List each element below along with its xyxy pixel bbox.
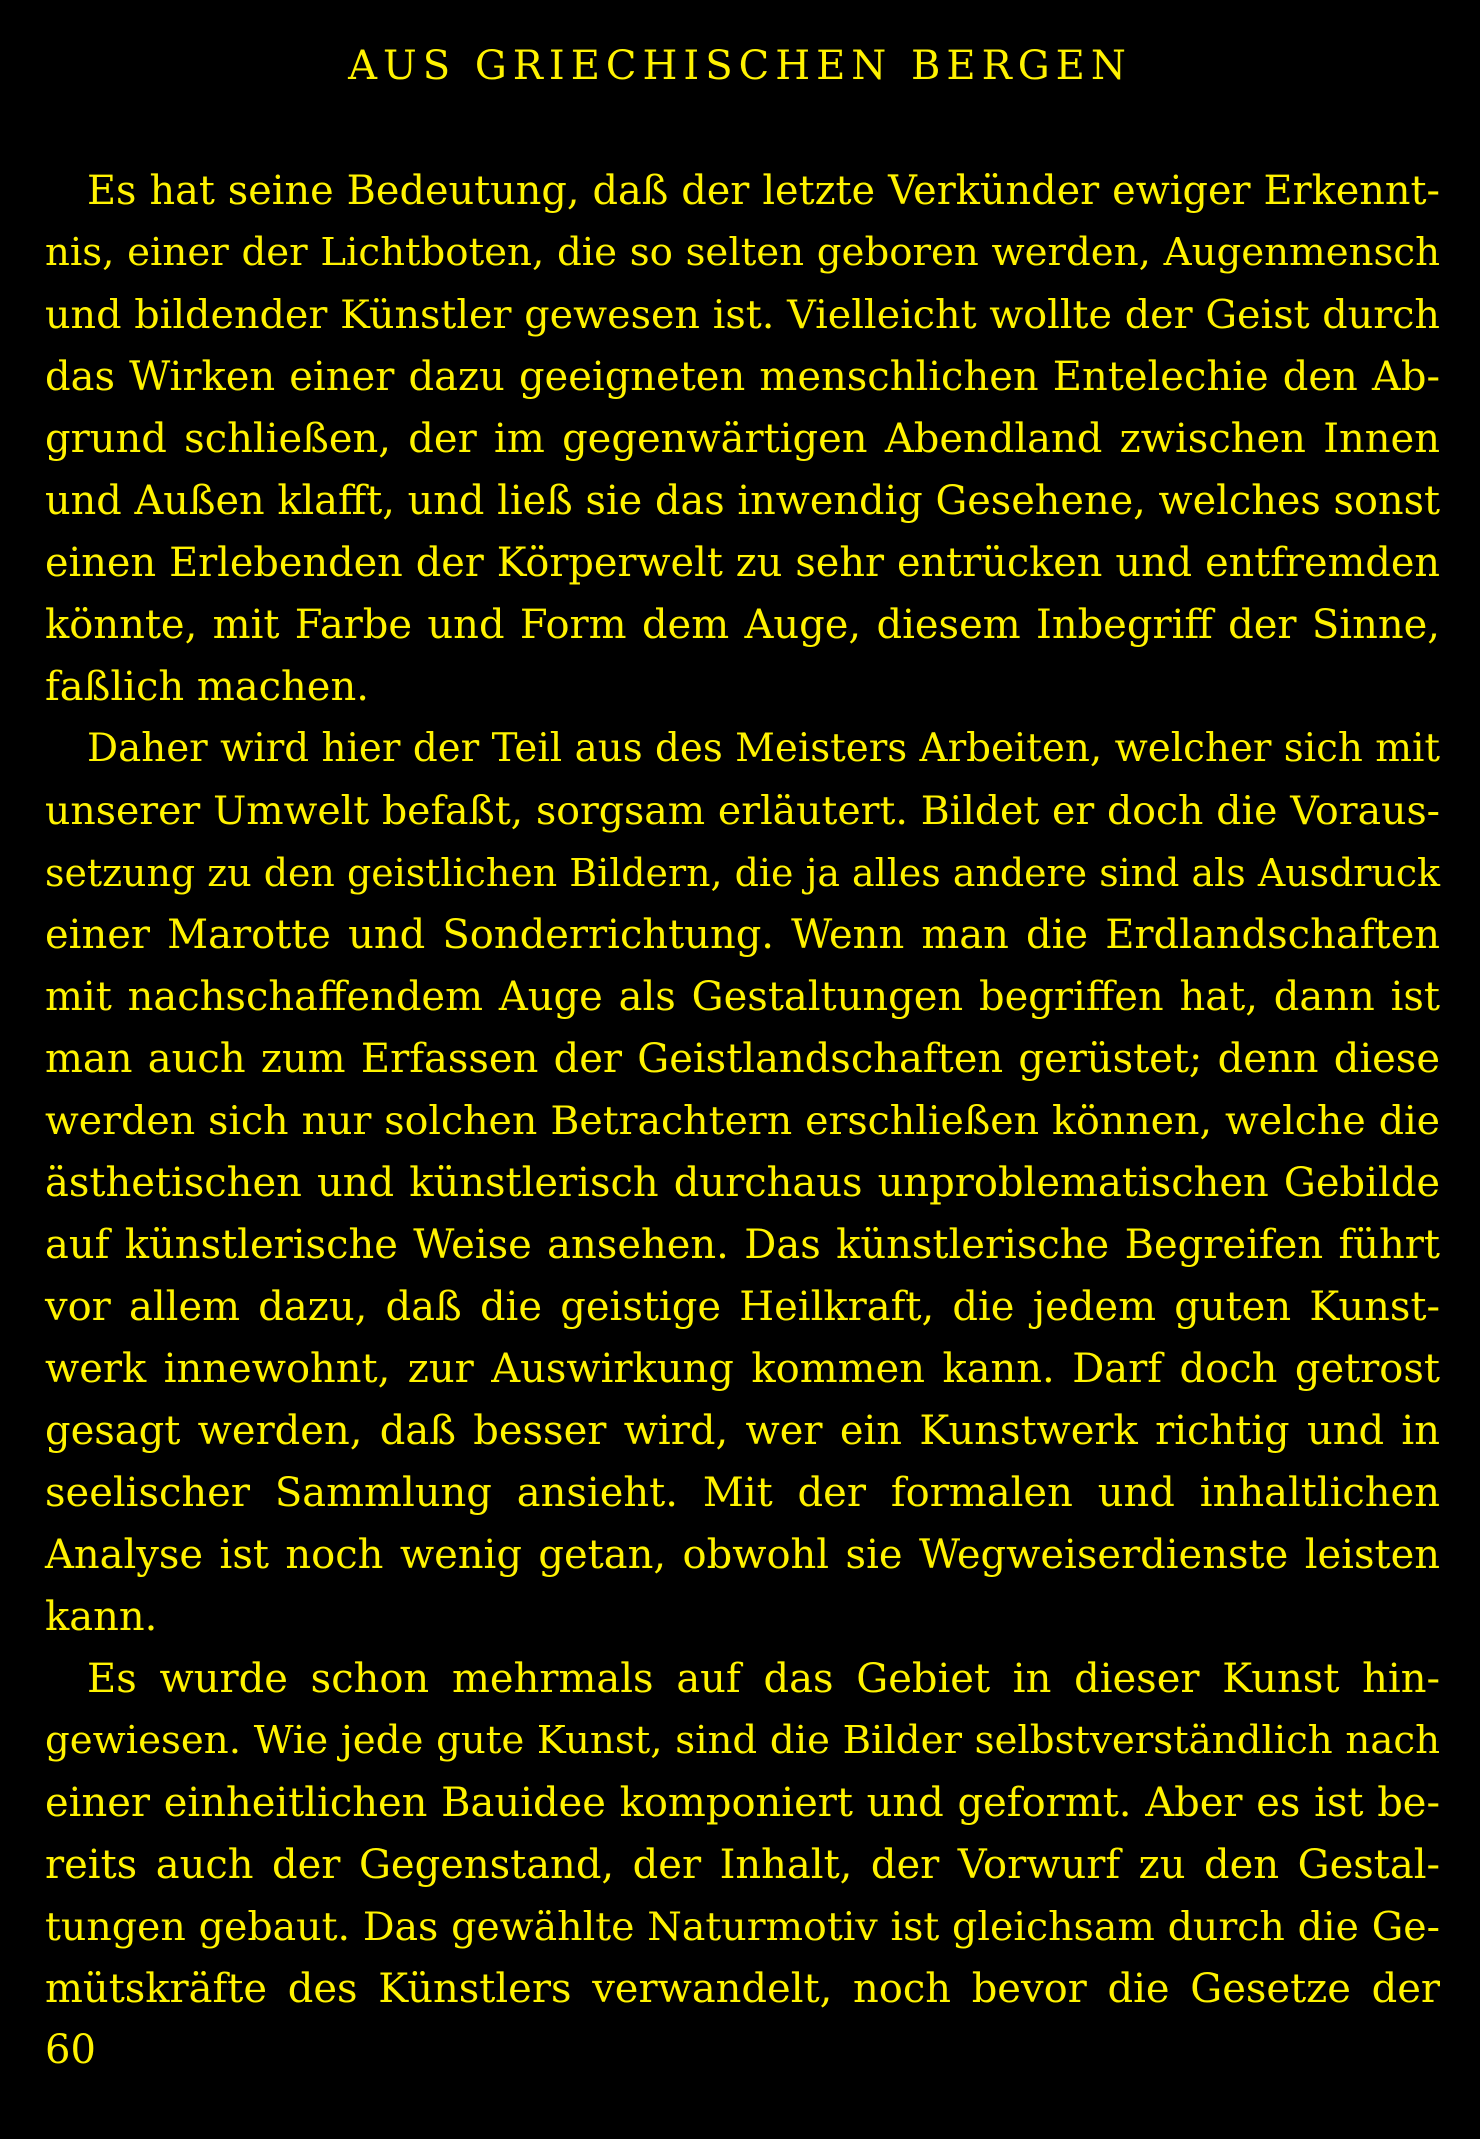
text-line: mütskräfte des Künstlers verwandelt, noch bevor die Gesetze der bbox=[45, 1966, 1440, 2012]
text-line: und bildender Künstler gewesen ist. Vielleicht wollte der Geist durch bbox=[45, 292, 1440, 338]
text-line: mit nachschaffendem Auge als Gestaltungen begriffen hat, dann ist bbox=[45, 974, 1440, 1020]
text-line: tungen gebaut. Das gewählte Naturmotiv ist gleichsam durch die Ge- bbox=[45, 1904, 1440, 1950]
text-line: Es wurde schon mehrmals auf das Gebiet in dieser Kunst hin- bbox=[87, 1656, 1440, 1702]
text-line: einen Erlebenden der Körperwelt zu sehr entrücken und entfremden bbox=[45, 540, 1440, 586]
text-line: Analyse ist noch wenig getan, obwohl sie Wegweiserdienste leisten bbox=[45, 1532, 1440, 1578]
text-line: reits auch der Gegenstand, der Inhalt, der Vorwurf zu den Gestal- bbox=[45, 1842, 1440, 1888]
text-line: werden sich nur solchen Betrachtern erschließen können, welche die bbox=[45, 1098, 1440, 1144]
text-line: seelischer Sammlung ansieht. Mit der formalen und inhaltlichen bbox=[45, 1470, 1440, 1516]
text-line: man auch zum Erfassen der Geistlandschaften gerüstet; denn diese bbox=[45, 1036, 1440, 1082]
text-line: grund schließen, der im gegenwärtigen Abendland zwischen Innen bbox=[45, 416, 1440, 462]
text-line: einer einheitlichen Bauidee komponiert und geformt. Aber es ist be- bbox=[45, 1780, 1440, 1826]
text-line: setzung zu den geistlichen Bildern, die ja alles andere sind als Ausdruck bbox=[45, 851, 1440, 895]
page-number: 60 bbox=[45, 2027, 96, 2073]
text-line: vor allem dazu, daß die geistige Heilkraft, die jedem guten Kunst- bbox=[45, 1284, 1440, 1330]
paragraph-2 bbox=[45, 718, 1440, 1648]
text-line: kann. bbox=[45, 1594, 158, 1640]
text-line: könnte, mit Farbe und Form dem Auge, diesem Inbegriff der Sinne, bbox=[45, 602, 1440, 648]
paragraph-1 bbox=[45, 160, 1440, 718]
text-line: Es hat seine Bedeutung, daß der letzte Verkünder ewiger Erkennt- bbox=[87, 168, 1440, 214]
text-line: faßlich machen. bbox=[45, 664, 369, 710]
text-line: ästhetischen und künstlerisch durchaus unproblematischen Gebilde bbox=[45, 1160, 1440, 1206]
text-line: das Wirken einer dazu geeigneten menschlichen Entelechie den Ab- bbox=[45, 354, 1440, 400]
body-text bbox=[45, 160, 1440, 2020]
text-line: Daher wird hier der Teil aus des Meisters Arbeiten, welcher sich mit bbox=[87, 726, 1440, 771]
text-line: auf künstlerische Weise ansehen. Das künstlerische Begreifen führt bbox=[45, 1222, 1440, 1268]
paragraph-3 bbox=[45, 1648, 1440, 2020]
text-line: unserer Umwelt befaßt, sorgsam erläutert. Bildet er doch die Voraus- bbox=[45, 788, 1440, 834]
text-line: einer Marotte und Sonderrichtung. Wenn man die Erdlandschaften bbox=[45, 912, 1440, 958]
text-line: und Außen klafft, und ließ sie das inwendig Gesehene, welches sonst bbox=[45, 478, 1440, 524]
text-line: werk innewohnt, zur Auswirkung kommen kann. Darf doch getrost bbox=[45, 1346, 1440, 1392]
text-line: nis, einer der Lichtboten, die so selten geboren werden, Augenmensch bbox=[45, 230, 1440, 275]
text-line: gewiesen. Wie jede gute Kunst, sind die Bilder selbstverständlich nach bbox=[45, 1718, 1440, 1763]
running-head: AUS GRIECHISCHEN BERGEN bbox=[348, 43, 1132, 89]
text-line: gesagt werden, daß besser wird, wer ein Kunstwerk richtig und in bbox=[45, 1408, 1440, 1454]
